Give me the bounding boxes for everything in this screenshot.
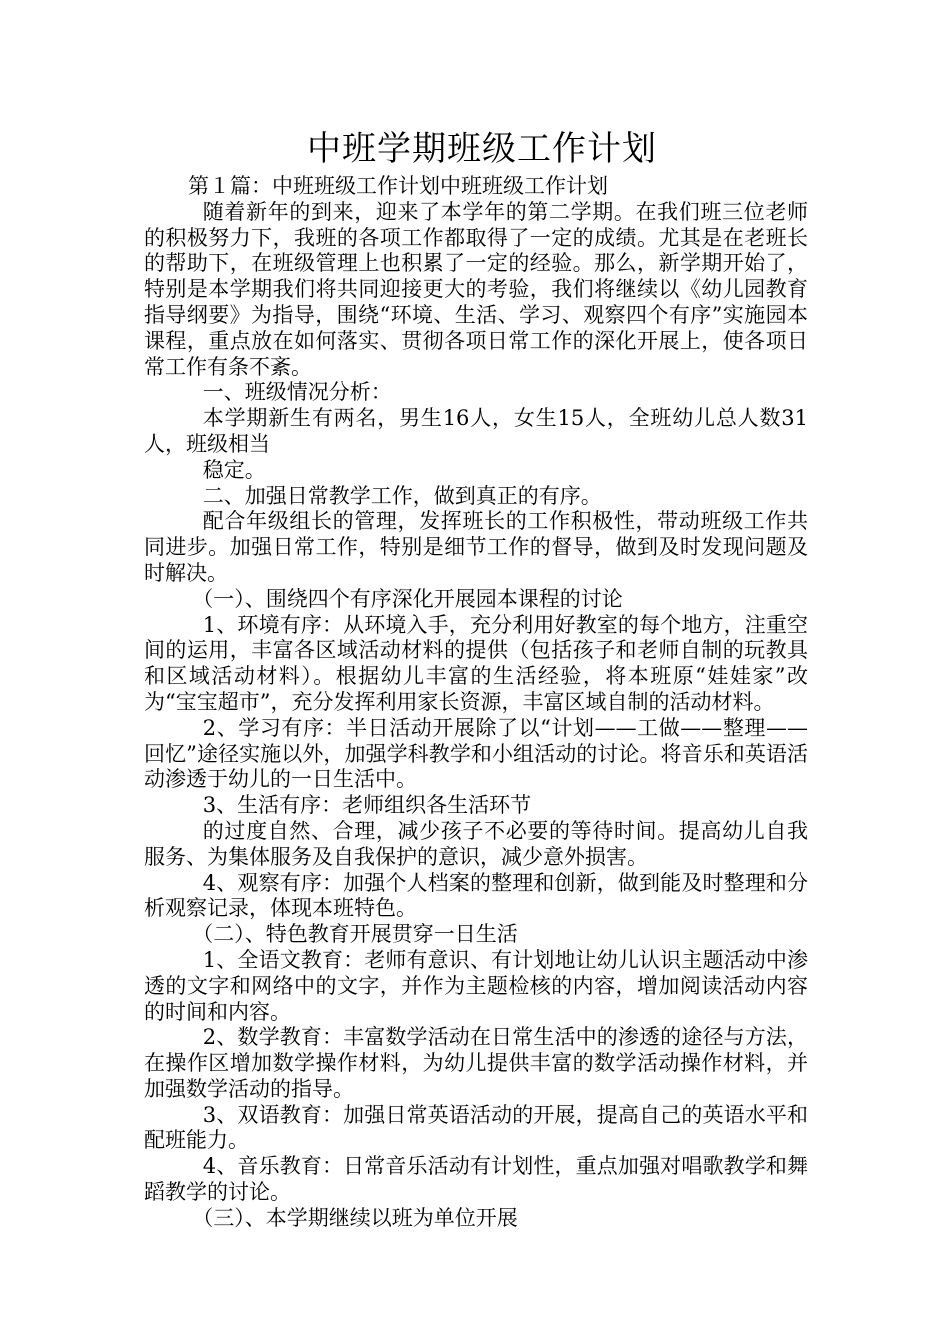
paragraph: 2、学习有序：半日活动开展除了以“计划——工做——整理——回忆”途径实施以外，加强学科教学和小组活动的讨论。将音乐和英语活动渗透于幼儿的一日生活中。 <box>144 715 808 792</box>
paragraph: 的过度自然、合理，减少孩子不必要的等待时间。提高幼儿自我服务、为集体服务及自我保护的意识，减少意外损害。 <box>144 818 808 869</box>
paragraph: 3、生活有序：老师组织各生活环节 <box>202 793 532 818</box>
paragraph: 稳定。 <box>202 457 266 482</box>
paragraph: 4、观察有序：加强个人档案的整理和创新，做到能及时整理和分析观察记录，体现本班特色。 <box>144 870 808 921</box>
paragraph: （三）、本学期继续以班为单位开展 <box>192 1205 518 1230</box>
paragraph: 1、全语文教育：老师有意识、有计划地让幼儿认识主题活动中渗透的文字和网络中的文字，并作为主题检核的内容，增加阅读活动内容的时间和内容。 <box>144 947 808 1024</box>
paragraph: 3、双语教育：加强日常英语活动的开展，提高自己的英语水平和配班能力。 <box>144 1102 808 1153</box>
paragraph: 配合年级组长的管理，发挥班长的工作积极性，带动班级工作共同进步。加强日常工作，特别是细节工作的督导，做到及时发现问题及时解决。 <box>144 509 808 585</box>
paragraph: （二）、特色教育开展贯穿一日生活 <box>192 922 518 947</box>
paragraph: 本学期新生有两名，男生16人，女生15人，全班幼儿总人数31人，班级相当 <box>144 406 808 456</box>
document-page <box>144 124 808 1232</box>
document-body <box>144 174 808 1232</box>
paragraph: 2、数学教育：丰富数学活动在日常生活中的渗透的途径与方法，在操作区增加数学操作材料，为幼儿提供丰富的数学活动操作材料，并加强数学活动的指导。 <box>144 1025 808 1101</box>
paragraph: （一）、围绕四个有序深化开展园本课程的讨论 <box>192 586 623 611</box>
paragraph: 二、加强日常教学工作，做到真正的有序。 <box>202 483 602 508</box>
paragraph: 一、班级情况分析： <box>202 380 392 405</box>
paragraph: 4、音乐教育：日常音乐活动有计划性，重点加强对唱歌教学和舞蹈教学的讨论。 <box>144 1154 808 1205</box>
paragraph: 1、环境有序：从环境入手，充分利用好教室的每个地方，注重空间的运用，丰富各区域活动材料的提供（包括孩子和老师自制的玩教具和区域活动材料）。根据幼儿丰富的生活经验，将本班原“娃娃家”改为“宝宝超市”，充分发挥利用家长资源，丰富区域自制的活动材料。 <box>144 612 808 714</box>
document-title: 中班学期班级工作计划 <box>307 129 657 169</box>
paragraph: 随着新年的到来，迎来了本学年的第二学期。在我们班三位老师的积极努力下，我班的各项工作都取得了一定的成绩。尤其是在老班长的帮助下，在班级管理上也积累了一定的经验。那么，新学期开始了，特别是本学期我们将共同迎接更大的考验，我们将继续以《幼儿园教育指导纲要》为指导，围绕“环境、生活、学习、观察四个有序”实施园本课程，重点放在如何落实、贯彻各项日常工作的深化开展上，使各项日常工作有条不紊。 <box>144 199 808 379</box>
paragraph: 第１篇：中班班级工作计划中班班级工作计划 <box>188 174 608 198</box>
